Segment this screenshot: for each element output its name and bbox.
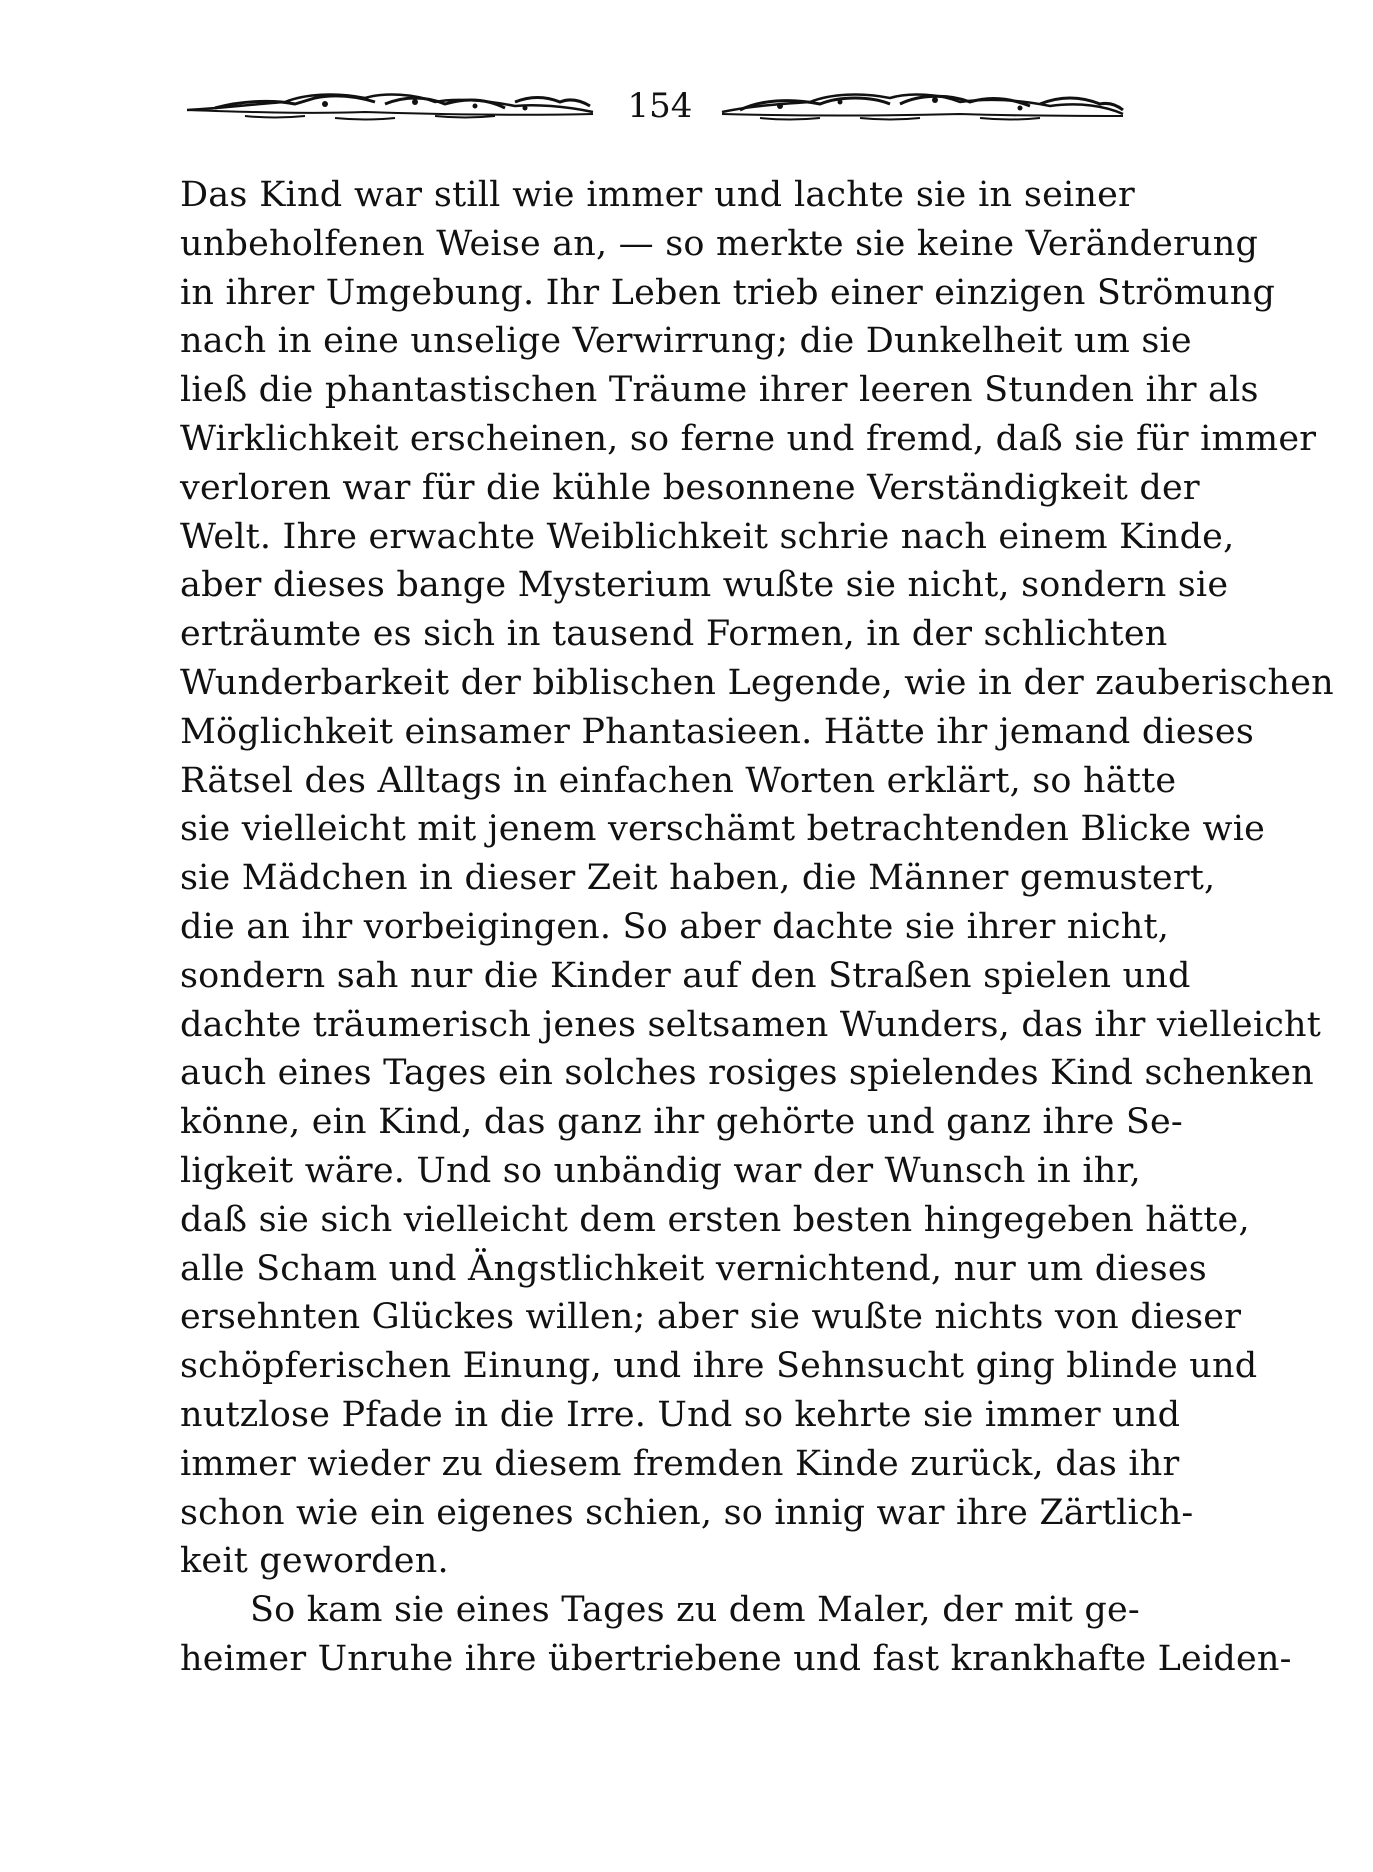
text-line: Welt. Ihre erwachte Weiblichkeit schrie nach einem Kinde, xyxy=(180,516,1235,557)
text-line: die an ihr vorbeigingen. So aber dachte sie ihrer nicht, xyxy=(180,906,1170,947)
text-line: sie vielleicht mit jenem verschämt betrachtenden Blicke wie xyxy=(180,809,1266,850)
text-line: daß sie sich vielleicht dem ersten besten hingegeben hätte, xyxy=(180,1199,1250,1240)
text-line: keit geworden. xyxy=(180,1541,449,1582)
text-line: nach in eine unselige Verwirrung; die Dunkelheit um sie xyxy=(180,321,1192,362)
text-line: dachte träumerisch jenes seltsamen Wunders, das ihr vielleicht xyxy=(180,1004,1322,1045)
text-line: Wirklichkeit erscheinen, so ferne und fremd, daß sie für immer xyxy=(180,418,1317,459)
body-text xyxy=(180,171,1334,1684)
text-line: nutzlose Pfade in die Irre. Und so kehrte sie immer und xyxy=(180,1394,1181,1435)
text-line: ließ die phantastischen Träume ihrer leeren Stunden ihr als xyxy=(180,370,1259,411)
text-line: auch eines Tages ein solches rosiges spielendes Kind schenken xyxy=(180,1053,1314,1094)
text-line: schon wie ein eigenes schien, so innig war ihre Zärtlich- xyxy=(180,1492,1194,1533)
left-ornament-icon xyxy=(185,90,595,124)
right-ornament-icon xyxy=(720,90,1125,124)
text-line: erträumte es sich in tausend Formen, in der schlichten xyxy=(180,614,1168,655)
text-line: in ihrer Umgebung. Ihr Leben trieb einer einzigen Strömung xyxy=(180,272,1276,313)
text-line: Rätsel des Alltags in einfachen Worten erklärt, so hätte xyxy=(180,760,1177,801)
page-header xyxy=(185,82,1125,132)
text-line: sie Mädchen in dieser Zeit haben, die Männer gemustert, xyxy=(180,858,1216,899)
text-line: alle Scham und Ängstlichkeit vernichtend, nur um dieses xyxy=(180,1248,1207,1289)
paragraph-2 xyxy=(180,1586,1292,1684)
page-number: 154 xyxy=(627,86,693,126)
text-line: verloren war für die kühle besonnene Verständigkeit der xyxy=(180,467,1200,508)
text-line: immer wieder zu diesem fremden Kinde zurück, das ihr xyxy=(180,1443,1180,1484)
text-line: ersehnten Glückes willen; aber sie wußte nichts von dieser xyxy=(180,1297,1242,1338)
text-line: aber dieses bange Mysterium wußte sie nicht, sondern sie xyxy=(180,565,1229,606)
text-line: Möglichkeit einsamer Phantasieen. Hätte ihr jemand dieses xyxy=(180,711,1254,752)
paragraph-1 xyxy=(180,171,1334,1586)
text-line: könne, ein Kind, das ganz ihr gehörte und ganz ihre Se- xyxy=(180,1102,1183,1143)
text-line: unbeholfenen Weise an, — so merkte sie keine Veränderung xyxy=(180,223,1259,264)
text-line: sondern sah nur die Kinder auf den Straßen spielen und xyxy=(180,955,1191,996)
text-line: schöpferischen Einung, und ihre Sehnsucht ging blinde und xyxy=(180,1346,1258,1387)
text-line: So kam sie eines Tages zu dem Maler, der mit ge- xyxy=(250,1590,1140,1631)
text-line: Wunderbarkeit der biblischen Legende, wie in der zauberischen xyxy=(180,662,1334,703)
text-line: Das Kind war still wie immer und lachte sie in seiner xyxy=(180,175,1135,215)
text-line: heimer Unruhe ihre übertriebene und fast krankhafte Leiden- xyxy=(180,1638,1292,1679)
text-line: ligkeit wäre. Und so unbändig war der Wunsch in ihr, xyxy=(180,1150,1141,1191)
